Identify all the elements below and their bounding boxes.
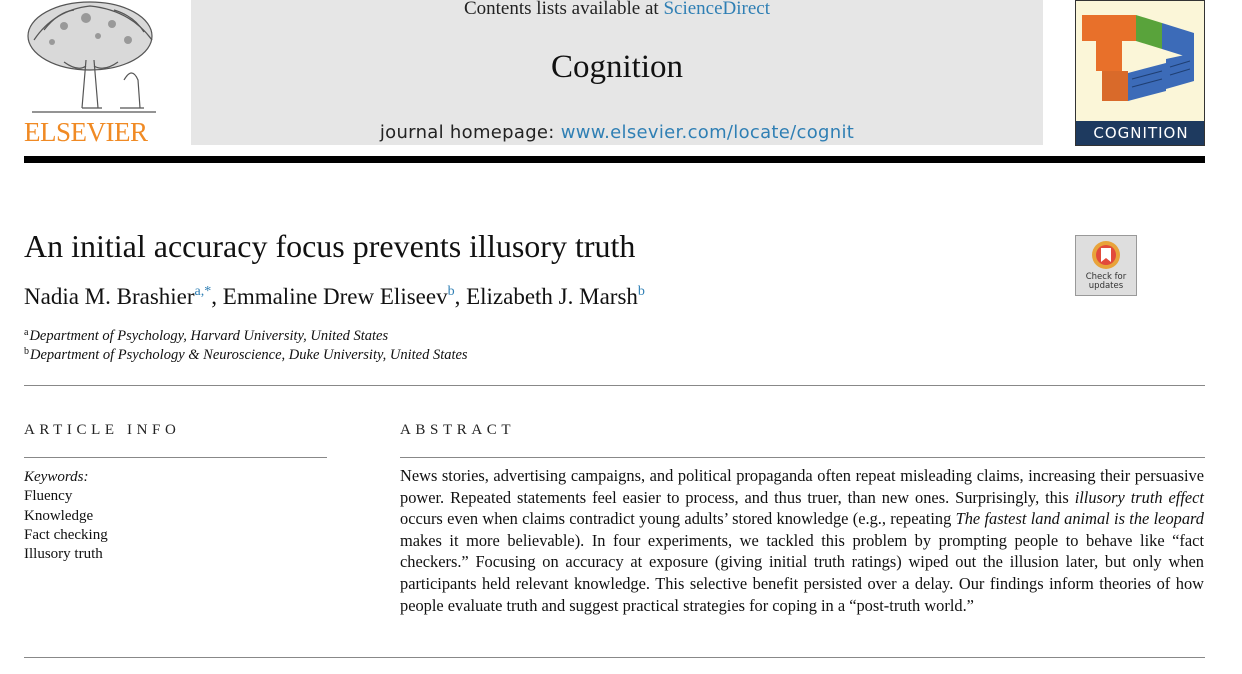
author-name[interactable]: Elizabeth J. Marsh [466, 284, 638, 309]
cover-blocks-graphic [1076, 1, 1205, 123]
article-title: An initial accuracy focus prevents illusory truth [24, 228, 636, 264]
elsevier-wordmark: ELSEVIER [24, 117, 148, 147]
contents-line [191, 0, 1043, 20]
sciencedirect-link[interactable]: ScienceDirect [663, 0, 771, 19]
author-list: Nadia M. Brashier$^{a,*}$, Emmaline Drew Eliseev$^b$, Elizabeth J. Marsh$^b$ [24, 284, 645, 309]
article-info-rule [24, 457, 327, 458]
article-info-heading: ARTICLE INFO [24, 422, 181, 438]
abstract-italic-text: illusory truth effect [1074, 487, 1204, 507]
abstract-text: News stories, advertising campaigns, and political propaganda often repeat misleading claims, increasing their persuasive power. Repeated statements feel easier to process, and thus truer, than new ones. Surprisingly, this [400, 466, 1204, 507]
homepage-line [191, 122, 1043, 143]
header-rule [24, 156, 1205, 163]
homepage-prefix: journal homepage: [379, 122, 555, 143]
affiliation [24, 327, 824, 345]
abstract-text: occurs even when claims contradict young adults’ stored knowledge (e.g., repeating [400, 509, 956, 529]
author-name[interactable]: Emmaline Drew Eliseev [222, 284, 448, 309]
journal-cover-image [1075, 0, 1205, 146]
author-affiliation-marker[interactable]: b [447, 284, 455, 299]
keywords-label: Keywords: [24, 469, 89, 485]
affiliation-text: Department of Psychology, Harvard University, United States [29, 328, 389, 344]
author-affiliation-marker[interactable]: a,* [194, 284, 212, 299]
abstract-rule [400, 457, 1205, 458]
abstract-text: makes it more believable). In four experiments, we tackled this problem by prompting people to behave like “fact checkers.” Focusing on accuracy at exposure (giving initial truth ratings) wiped out the illusion later, but only when participants held relevant knowledge. This selective benefit persisted over a delay. Our findings inform theories of how people evaluate truth and suggest practical strategies for coping in a “post-truth world.” [400, 530, 1204, 615]
homepage-link[interactable]: www.elsevier.com/locate/cognit [560, 122, 855, 143]
journal-title: Cognition [550, 49, 684, 85]
abstract-heading: ABSTRACT [400, 422, 516, 438]
keywords-block [24, 468, 324, 564]
affiliation-key: a [24, 327, 29, 338]
bottom-divider [24, 657, 1205, 658]
keyword-item: Knowledge [24, 507, 94, 524]
affiliation-key: b [24, 346, 29, 357]
author-affiliation-marker[interactable]: b [637, 284, 645, 299]
bookmark-icon [1090, 239, 1122, 273]
affiliation-text: Department of Psychology & Neuroscience, Duke University, United States [30, 347, 468, 363]
check-for-updates-button[interactable] [1075, 235, 1137, 296]
keyword-item: Fact checking [24, 526, 108, 543]
journal-banner [191, 0, 1043, 145]
check-updates-label: Check for updates [1085, 272, 1127, 291]
keyword-item: Fluency [24, 488, 73, 505]
cover-title: COGNITION [1076, 121, 1205, 145]
affiliation [24, 346, 824, 364]
contents-prefix: Contents lists available at [463, 0, 659, 19]
abstract-italic-text: The fastest land animal is the leopard [955, 509, 1204, 529]
keyword-item: Illusory truth [24, 546, 103, 563]
section-divider [24, 385, 1205, 386]
author-name[interactable]: Nadia M. Brashier [24, 284, 195, 309]
abstract-body [400, 465, 1204, 616]
